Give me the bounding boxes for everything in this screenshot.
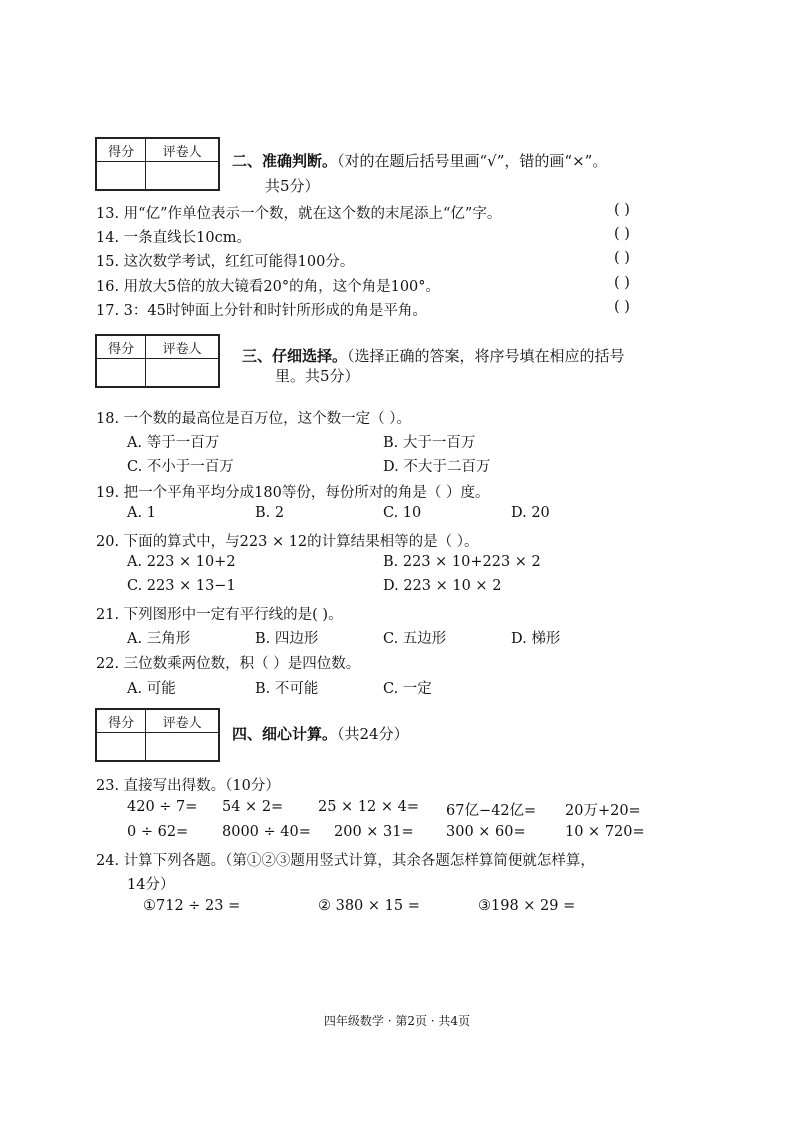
question-24: 24. 计算下列各题。（第①②③题用竖式计算，其余各题怎样算简便就怎样算， xyxy=(96,853,595,869)
score-cell[interactable] xyxy=(97,359,146,387)
section2-heading xyxy=(232,149,607,174)
option-22-b[interactable]: B. 不可能 xyxy=(255,681,319,697)
option-19-c[interactable]: C. 10 xyxy=(383,505,422,521)
option-19-a[interactable]: A. 1 xyxy=(127,505,156,521)
option-20-d[interactable]: D. 223 × 10 × 2 xyxy=(383,578,502,594)
question-21: 21. 下列图形中一定有平行线的是( )。 xyxy=(96,607,343,623)
grader-label: 评卷人 xyxy=(146,336,219,359)
question-13: 13. 用“亿”作单位表示一个数，就在这个数的末尾添上“亿”字。 xyxy=(96,206,502,222)
grader-cell[interactable] xyxy=(146,162,219,190)
calc-23-5: 20万+20= xyxy=(565,803,641,819)
option-19-b[interactable]: B. 2 xyxy=(255,505,285,521)
question-19: 19. 把一个平角平均分成180等份，每份所对的角是（ ）度。 xyxy=(96,485,490,501)
question-18: 18. 一个数的最高位是百万位，这个数一定（ ）。 xyxy=(96,411,412,427)
calc-23-1: 420 ÷ 7= xyxy=(127,799,198,815)
question-17: 17. 3：45时钟面上分针和时针所形成的角是平角。 xyxy=(96,303,427,319)
calc-23-9: 300 × 60= xyxy=(446,824,526,840)
option-22-c[interactable]: C. 一定 xyxy=(383,681,432,697)
question-15: 15. 这次数学考试，红红可能得100分。 xyxy=(96,254,355,270)
calc-24-3: ③198 × 29 = xyxy=(478,898,576,914)
question-16: 16. 用放大5倍的放大镜看20°的角，这个角是100°。 xyxy=(96,279,441,295)
option-20-b[interactable]: B. 223 × 10+223 × 2 xyxy=(383,554,541,570)
section3-instr-2: 里。共5分） xyxy=(275,367,360,385)
calc-23-4: 67亿−42亿= xyxy=(446,803,537,819)
answer-paren-14[interactable]: ( ) xyxy=(614,226,630,242)
score-box xyxy=(95,334,220,388)
score-box xyxy=(95,708,220,762)
answer-paren-13[interactable]: ( ) xyxy=(614,202,630,218)
option-18-a[interactable]: A. 等于一百万 xyxy=(127,435,220,451)
section2-title: 二、准确判断。 xyxy=(232,152,338,170)
answer-paren-15[interactable]: ( ) xyxy=(614,250,630,266)
calc-23-7: 8000 ÷ 40= xyxy=(222,824,311,840)
calc-24-2: ② 380 × 15 = xyxy=(318,898,420,914)
option-21-c[interactable]: C. 五边形 xyxy=(383,631,447,647)
calc-23-8: 200 × 31= xyxy=(334,824,414,840)
answer-paren-16[interactable]: ( ) xyxy=(614,275,630,291)
option-18-b[interactable]: B. 大于一百万 xyxy=(383,435,476,451)
option-20-a[interactable]: A. 223 × 10+2 xyxy=(127,554,236,570)
section4-heading xyxy=(232,722,409,747)
calc-23-3: 25 × 12 × 4= xyxy=(318,799,420,815)
section4-instr: （共24分） xyxy=(337,725,409,743)
question-23: 23. 直接写出得数。（10分） xyxy=(96,778,280,794)
calc-23-10: 10 × 720= xyxy=(565,824,645,840)
option-22-a[interactable]: A. 可能 xyxy=(127,681,176,697)
option-21-b[interactable]: B. 四边形 xyxy=(255,631,319,647)
option-21-d[interactable]: D. 梯形 xyxy=(511,631,561,647)
grader-label: 评卷人 xyxy=(146,710,219,733)
section4-title: 四、细心计算。 xyxy=(232,725,338,743)
calc-23-6: 0 ÷ 62= xyxy=(127,824,189,840)
option-18-c[interactable]: C. 不小于一百万 xyxy=(127,459,234,475)
grader-cell[interactable] xyxy=(146,359,219,387)
grader-label: 评卷人 xyxy=(146,139,219,162)
grader-cell[interactable] xyxy=(146,733,219,761)
calc-23-2: 54 × 2= xyxy=(222,799,284,815)
question-22: 22. 三位数乘两位数，积（ ）是四位数。 xyxy=(96,656,361,672)
section3-instr: （选择正确的答案，将序号填在相应的括号 xyxy=(347,347,625,365)
option-19-d[interactable]: D. 20 xyxy=(511,505,550,521)
question-20: 20. 下面的算式中，与223 × 12的计算结果相等的是（ ）。 xyxy=(96,534,479,550)
score-cell[interactable] xyxy=(97,733,146,761)
question-14: 14. 一条直线长10cm。 xyxy=(96,230,251,246)
score-label: 得分 xyxy=(97,336,146,359)
score-cell[interactable] xyxy=(97,162,146,190)
section3-title: 三、仔细选择。 xyxy=(242,347,348,365)
section2-instr-2: 共5分） xyxy=(265,177,320,195)
page-footer: 四年级数学 · 第2页 · 共4页 xyxy=(323,1014,471,1028)
answer-paren-17[interactable]: ( ) xyxy=(614,299,630,315)
option-20-c[interactable]: C. 223 × 13−1 xyxy=(127,578,236,594)
score-label: 得分 xyxy=(97,710,146,733)
score-box xyxy=(95,137,220,191)
option-21-a[interactable]: A. 三角形 xyxy=(127,631,191,647)
section2-instr: （对的在题后括号里画“√”，错的画“×”。 xyxy=(337,152,608,170)
score-label: 得分 xyxy=(97,139,146,162)
option-18-d[interactable]: D. 不大于二百万 xyxy=(383,459,491,475)
calc-24-1: ①712 ÷ 23 = xyxy=(143,898,241,914)
question-24-line2: 14分） xyxy=(127,877,175,893)
